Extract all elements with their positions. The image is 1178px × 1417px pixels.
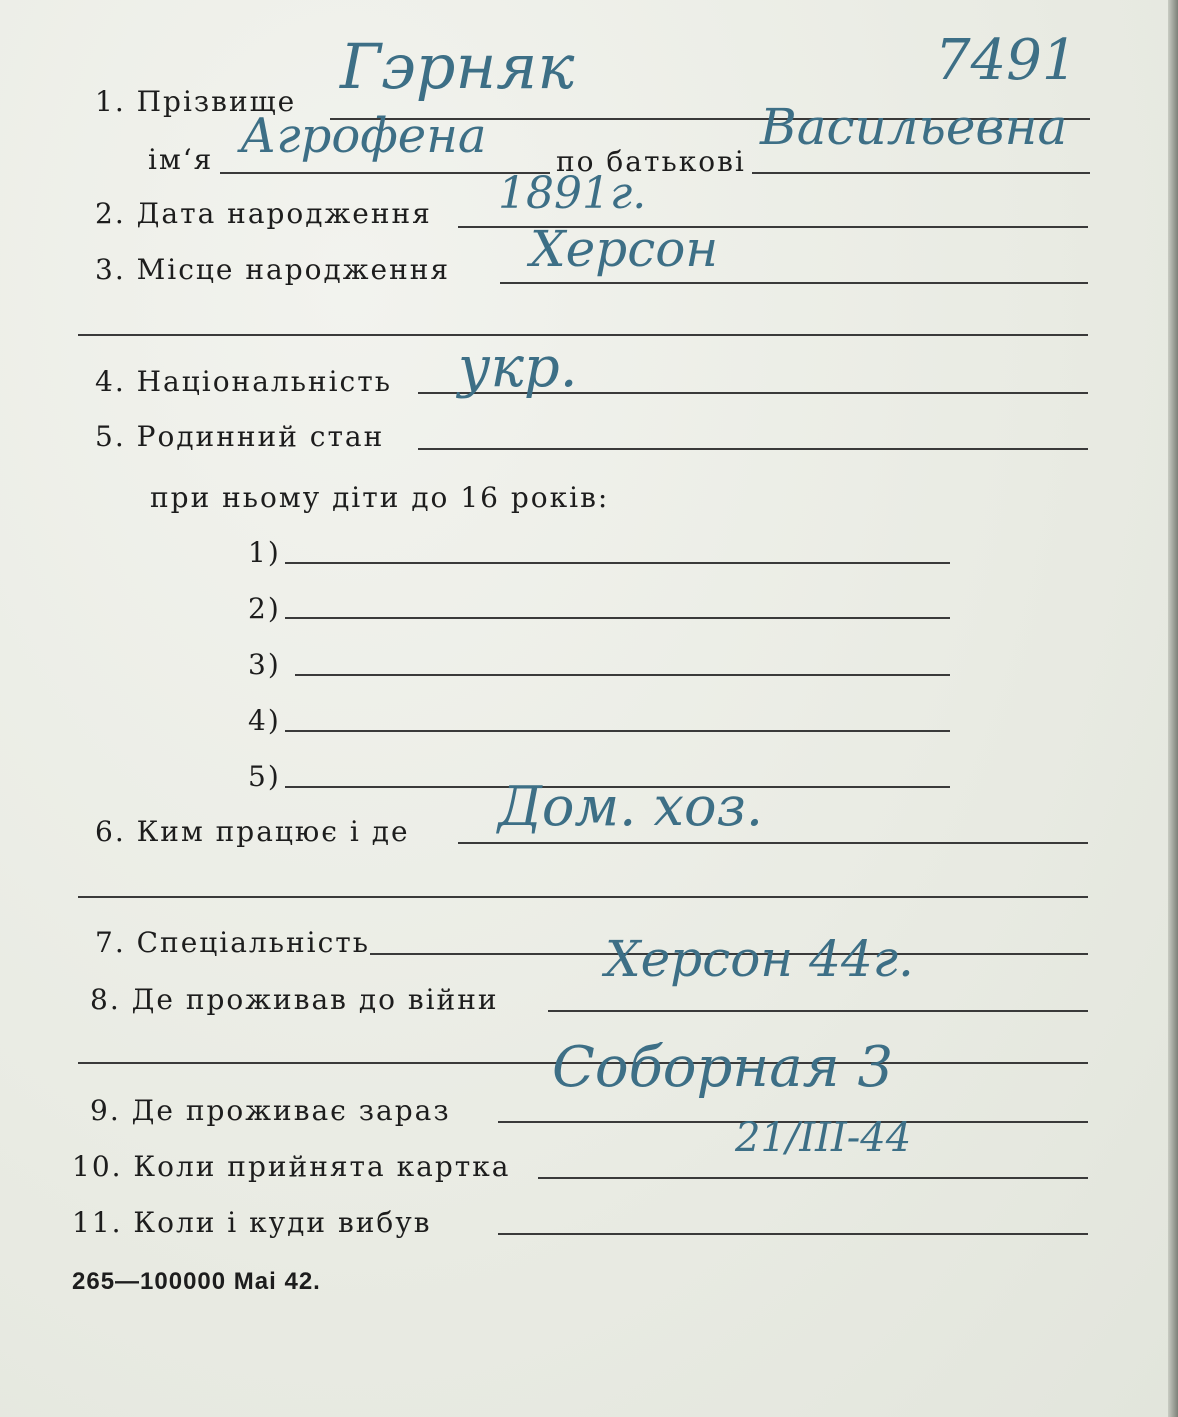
label-marital-status: 5. Родинний стан [95, 420, 385, 453]
label-surname: 1. Прізвище [95, 85, 297, 118]
line-work [458, 842, 1088, 844]
line-departed [498, 1233, 1088, 1235]
line-work-2 [78, 896, 1088, 898]
label-specialty: 7. Спеціальність [95, 926, 370, 959]
label-child-1: 1) [248, 536, 281, 569]
label-work: 6. Ким працює і де [95, 815, 410, 848]
label-child-4: 4) [248, 704, 281, 737]
line-birth-place [500, 282, 1088, 284]
hw-card-date: 21/III-44 [735, 1115, 912, 1161]
line-child-4 [285, 730, 950, 732]
hw-card-number: 7491 [935, 28, 1078, 93]
line-prewar-residence [548, 1010, 1088, 1012]
label-nationality: 4. Національність [95, 365, 392, 398]
hw-surname: Гэрняк [340, 30, 575, 103]
print-number: 265—100000 Mai 42. [72, 1268, 321, 1295]
line-patronymic [752, 172, 1090, 174]
card-edge [1168, 0, 1178, 1417]
label-name: ім‘я [148, 143, 214, 176]
line-child-2 [285, 617, 950, 619]
label-card-accepted: 10. Коли прийнята картка [72, 1150, 511, 1183]
hw-current-residence: Соборная 3 [552, 1035, 894, 1100]
line-child-1 [285, 562, 950, 564]
label-departed: 11. Коли і куди вибув [72, 1206, 432, 1239]
line-marital-status [418, 448, 1088, 450]
label-current-residence: 9. Де проживає зараз [90, 1094, 451, 1127]
label-patronymic: по батькові [556, 145, 746, 178]
label-child-3: 3) [248, 648, 281, 681]
label-birth-date: 2. Дата народження [95, 197, 432, 230]
hw-name: Агрофена [240, 108, 487, 164]
hw-nationality: укр. [458, 335, 578, 400]
hw-prewar-residence: Херсон 44г. [605, 930, 914, 988]
label-children: при ньому діти до 16 років: [150, 481, 610, 514]
label-child-5: 5) [248, 760, 281, 793]
line-card-accepted [538, 1177, 1088, 1179]
label-birth-place: 3. Місце народження [95, 253, 451, 286]
line-birth-place-2 [78, 334, 1088, 336]
hw-birth-year: 1891г. [498, 168, 647, 219]
line-child-3 [295, 674, 950, 676]
label-child-2: 2) [248, 592, 281, 625]
hw-work: Дом. хоз. [498, 775, 764, 838]
label-prewar-residence: 8. Де проживав до війни [90, 983, 499, 1016]
hw-patronymic: Васильевна [760, 98, 1068, 156]
hw-birth-place: Херсон [530, 220, 719, 278]
